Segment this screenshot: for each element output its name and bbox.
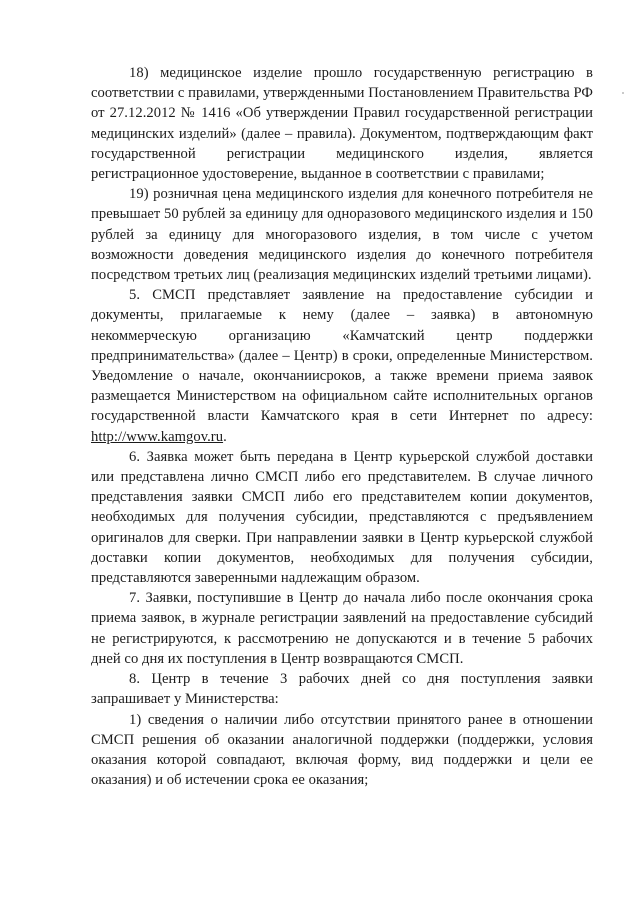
paragraph-text: 5. СМСП представляет заявление на предоставление субсидии и документы, прилагаемые к нему (далее – заявка) в автономную некоммерческую организацию «Камчатский центр поддержки предпринимательства» (далее – Центр) в сроки, определенные Министерством. Уведомление о начале, окончанииcроков, а также времени приема заявок размещается Министерством на официальном сайте исполнительных органов государственной власти Камчатского края в сети Интернет по адресу: [91,287,593,425]
paragraph-item-18 [91,63,593,184]
paragraph-section-7 [91,588,593,669]
website-link[interactable]: http://www.kamgov.ru [91,428,224,445]
document-body [91,63,593,790]
paragraph-section-8 [91,669,593,709]
paragraph-item-19 [91,184,593,285]
paragraph-subitem-1 [91,710,593,791]
paragraph-text: 1) сведения о наличии либо отсутствии принятого ранее в отношении СМСП решения об оказании аналогичной поддержки (поддержки, условия оказания которой совпадают, включая форму, вид поддержки и цели ее оказания) и об истечении срока ее оказания; [91,711,593,789]
paragraph-section-5 [91,285,593,447]
paragraph-text: 6. Заявка может быть передана в Центр курьерской службой доставки или представлена лично СМСП либо его представителем. В случае личного представления заявки СМСП либо его представителем копии документов, необходимых для получения субсидии, представляются с предъявлением оригиналов для сверки. При направлении заявки в Центр курьерской службой доставки копии документов, необходимых для получения субсидии, представляются заверенными надлежащим образом. [91,448,593,587]
scan-speck [622,92,624,94]
paragraph-text: 7. Заявки, поступившие в Центр до начала либо после окончания срока приема заявок, в журнале регистрации заявлений на предоставление субсидий не регистрируются, к рассмотрению не допускаются и в течение 5 рабочих дней со дня их поступления в Центр возвращаются СМСП. [91,590,593,667]
paragraph-text-end: . [223,428,227,445]
paragraph-text: 8. Центр в течение 3 рабочих дней со дня поступления заявки запрашивает у Министерства: [91,671,593,708]
paragraph-section-6 [91,447,593,588]
paragraph-text: 19) розничная цена медицинского изделия для конечного потребителя не превышает 50 рублей за единицу для одноразового медицинского изделия и 150 рублей за единицу для многоразового изделия, в том числе с учетом возможности доведения медицинского изделия до конечного потребителя посредством третьих лиц (реализация медицинских изделий третьими лицами). [91,186,593,284]
paragraph-text: 18) медицинское изделие прошло государственную регистрацию в соответствии с правилами, утвержденными Постановлением Правительства РФ от 27.12.2012 № 1416 «Об утверждении Правил государственной регистрации медицинских изделий» (далее – правила). Документом, подтверждающим факт государственной регистрации медицинского изделия, является регистрационное удостоверение, выданное в соответствии с правилами; [91,65,593,183]
